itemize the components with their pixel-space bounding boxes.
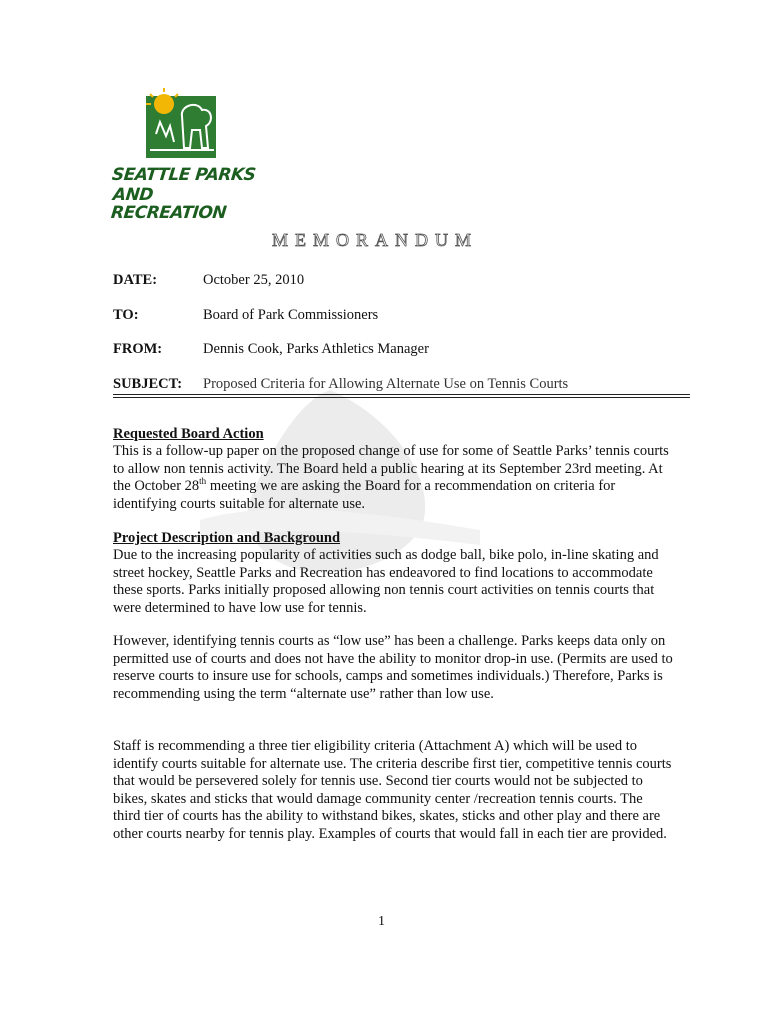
project-paragraph-2: However, identifying tennis courts as “low use” has been a challenge. Parks keeps data only on permitted use of courts and does not have the ability to monitor drop-in use. (Permits are used to reserve courts to insure use for schools, camps and sometimes individuals.) Therefore, Parks is recommending using the term “alternate use” rather than low use. xyxy=(113,633,673,702)
seattle-parks-logo xyxy=(110,86,272,223)
requested-text-part1: This is a follow-up paper on the proposed change of use for some of Seattle Parks’ tennis courts to allow non tennis activity. The Board held a public hearing at its September 23rd meeting. At the October 28 xyxy=(113,443,669,494)
project-paragraph-1: Due to the increasing popularity of activities such as dodge ball, bike polo, in-line skating and street hockey, Seattle Parks and Recreation has endeavored to find locations to accommodate these sports. Parks initially proposed allowing non tennis court activities on tennis courts that were determined to have low use for tennis. xyxy=(113,547,659,616)
memo-title: MEMORANDUM xyxy=(272,230,479,250)
ordinal-superscript: th xyxy=(199,476,207,487)
logo-emblem-icon xyxy=(142,86,222,161)
project-description-heading: Project Description and Background xyxy=(113,530,341,546)
subject-label: SUBJECT: xyxy=(113,376,183,392)
requested-action-paragraph xyxy=(113,443,673,513)
logo-text-line1: SEATTLE PARKS xyxy=(110,165,257,185)
from-value: Dennis Cook, Parks Athletics Manager xyxy=(203,341,429,357)
logo-text-line2: AND RECREATION xyxy=(110,185,228,223)
to-value: Board of Park Commissioners xyxy=(203,307,379,323)
header-divider-double xyxy=(113,397,690,398)
requested-text-part2: meeting we are asking the Board for a recommendation on criteria for identifying courts suitable for alternate use. xyxy=(113,478,616,512)
header-divider xyxy=(113,394,690,395)
to-label: TO: xyxy=(113,307,139,323)
requested-action-heading: Requested Board Action xyxy=(113,426,264,442)
subject-value: Proposed Criteria for Allowing Alternate Use on Tennis Courts xyxy=(203,376,569,392)
from-label: FROM: xyxy=(113,341,163,357)
date-value: October 25, 2010 xyxy=(203,272,305,288)
page-number: 1 xyxy=(378,914,385,929)
date-label: DATE: xyxy=(113,272,158,288)
project-paragraph-3: Staff is recommending a three tier eligibility criteria (Attachment A) which will be used to identify courts suitable for alternate use. The criteria describe first tier, competitive tennis courts that would be persevered solely for tennis use. Second tier courts would not be subjected to bikes, skates and sticks that would damage community center /recreation tennis courts. The third tier of courts has the ability to withstand bikes, skates, sticks and other play and there are other courts nearby for tennis play. Examples of courts that would fall in each tier are provided. xyxy=(113,738,672,842)
